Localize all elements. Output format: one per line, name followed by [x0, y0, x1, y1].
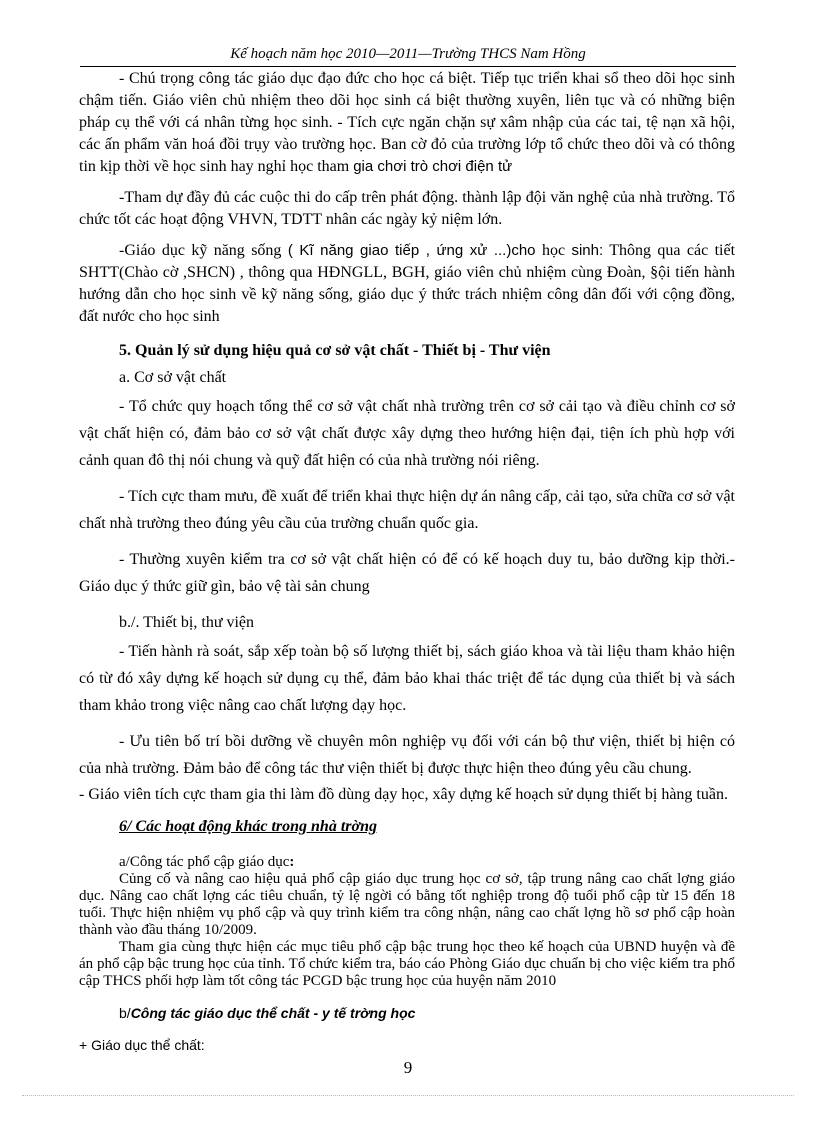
subsection-5b-heading: b./. Thiết bị, thư viện	[119, 614, 255, 631]
paragraph-secondary-universalization: Tham gia cùng thực hiện các mục tiêu phổ cập bậc trung học theo kế hoạch của UBND huyện và đề án phổ cập bậc trung học của tỉnh. Tổ chức kiểm tra, báo cáo Phòng Giáo dục chuẩn bị cho việc kiểm tra phổ cập THCS phối hợp làm tốt công tác PCGD bậc trung học của huyện năm 2010	[79, 939, 735, 989]
text: Thông qua các tiết SHTT(Chào cờ ,SHCN) , thông qua HĐNGLL, BGH, giáo viên chủ nhiệm cùng Đoàn, §ội tiến hành hướng dẫn cho học sinh về kỹ năng sống, giáo dục ý thức trách nhiệm công dân đối với cộng đồng, đất nước cho học sinh	[79, 242, 736, 325]
text: sinh:	[571, 242, 604, 259]
subsection-6a-heading	[119, 854, 735, 871]
paragraph-teaching-aids: - Giáo viên tích cực tham gia thi làm đồ dùng dạy học, xây dựng kế hoạch sử dụng thiết bị hàng tuần.	[79, 786, 728, 803]
footer-rule	[22, 1095, 794, 1096]
page-number: 9	[403, 1058, 413, 1077]
text: Công tác giáo dục thể chất - y tế trờng học	[130, 1005, 416, 1021]
header-rule	[80, 66, 736, 67]
paragraph-facility-planning: - Tổ chức quy hoạch tổng thể cơ sở vật chất nhà trường trên cơ sở cải tạo và điều chỉnh cơ sở vật chất hiện có, đảm bảo cơ sở vật chất được xây dựng theo hướng hiện đại, tiện ích phù hợp với cảnh quan đô thị nói chung và quỹ đất hiện có của nhà trường nói riêng.	[79, 398, 735, 469]
paragraph-equipment-review: - Tiến hành rà soát, sắp xếp toàn bộ số lượng thiết bị, sách giáo khoa và tài liệu tham khảo hiện có từ đó xây dựng kế hoạch sử dụng cụ thể, đảm bảo khai thác triệt để tác dụng của thiết bị và sách tham khảo trong việc nâng cao chất lượng dạy học.	[79, 643, 735, 714]
paragraph-life-skills	[79, 240, 735, 328]
text: học	[541, 242, 566, 259]
text: -Giáo dục kỹ năng sống	[119, 242, 282, 259]
list-item-physical-education: + Giáo dục thể chất:	[79, 1037, 205, 1053]
paragraph-facility-maintenance: - Thường xuyên kiểm tra cơ sở vật chất hiện có để có kế hoạch duy tu, bảo dưỡng kịp thời.- Giáo dục ý thức giữ gìn, bảo vệ tài sản chung	[79, 551, 735, 595]
paragraph-student-ethics	[79, 68, 735, 178]
paragraph-universal-education: Củng cố và nâng cao hiệu quả phổ cập giáo dục trung học cơ sở, tập trung nâng cao chất lợng giáo dục. Nâng cao chất lợng các tiêu chuẩn, tỷ lệ ngời có bằng tốt nghiệp trong độ tuổi phổ cập từ 15 đến 18 tuổi. Thực hiện nhiệm vụ phổ cập và quy trình kiểm tra công nhận, nâng cao chất lợng hồ sơ phổ cập hoàn thành vào đầu tháng 10/2009.	[79, 871, 735, 938]
text-tail: gia chơi trò chơi điện tử	[353, 158, 513, 175]
section-6-heading: 6/ Các hoạt động khác trong nhà trờng	[119, 818, 377, 835]
paragraph-facility-upgrade: - Tích cực tham mưu, đề xuất để triển khai thực hiện dự án nâng cấp, cải tạo, sửa chữa cơ sở vật chất nhà trường theo đúng yêu cầu của trường chuẩn quốc gia.	[79, 488, 735, 532]
text: b/	[119, 1005, 131, 1021]
text: ( Kĩ năng giao tiếp , ứng xử ...)cho	[287, 242, 536, 259]
subsection-5a-heading: a. Cơ sở vật chất	[119, 369, 227, 386]
paragraph-library-training: - Ưu tiên bố trí bồi dưỡng về chuyên môn nghiệp vụ đối với cán bộ thư viện, thiết bị hiện có của nhà trường. Đảm bảo để công tác thư viện thiết bị được thực hiện theo đúng yêu cầu chung.	[79, 733, 735, 777]
text: - Chú trọng công tác giáo dục đạo đức cho học cá biệt. Tiếp tục triển khai sổ theo dõi học sinh chậm tiến. Giáo viên chủ nhiệm theo dõi học sinh cá biệt thường xuyên, liên tục và có những biện pháp cụ thể với cá nhân từng học sinh. - Tích cực ngăn chặn sự xâm nhập của các tai, tệ nạn xã hội, các ấn phẩm văn hoá đồi trụy vào trường học. Ban cờ đỏ của trường lớp tổ chức theo dõi và có thông tin kịp thời về học sinh hay nghỉ học tham	[79, 70, 735, 175]
text: a/Công tác phổ cập giáo dục	[119, 854, 290, 870]
page-body	[79, 68, 735, 1054]
text-colon: :	[289, 854, 295, 870]
section-5-heading: 5. Quản lý sử dụng hiệu quả cơ sở vật chất - Thiết bị - Thư viện	[119, 342, 551, 359]
paragraph-competitions: -Tham dự đầy đủ các cuộc thi do cấp trên phát động. thành lập đội văn nghệ của nhà trường. Tổ chức tốt các hoạt động VHVN, TDTT nhân các ngày kỷ niệm lớn.	[79, 189, 735, 228]
running-header: Kế hoạch năm học 2010—2011—Trường THCS Nam Hồng	[230, 46, 586, 62]
subsection-6b-heading	[119, 1004, 735, 1022]
